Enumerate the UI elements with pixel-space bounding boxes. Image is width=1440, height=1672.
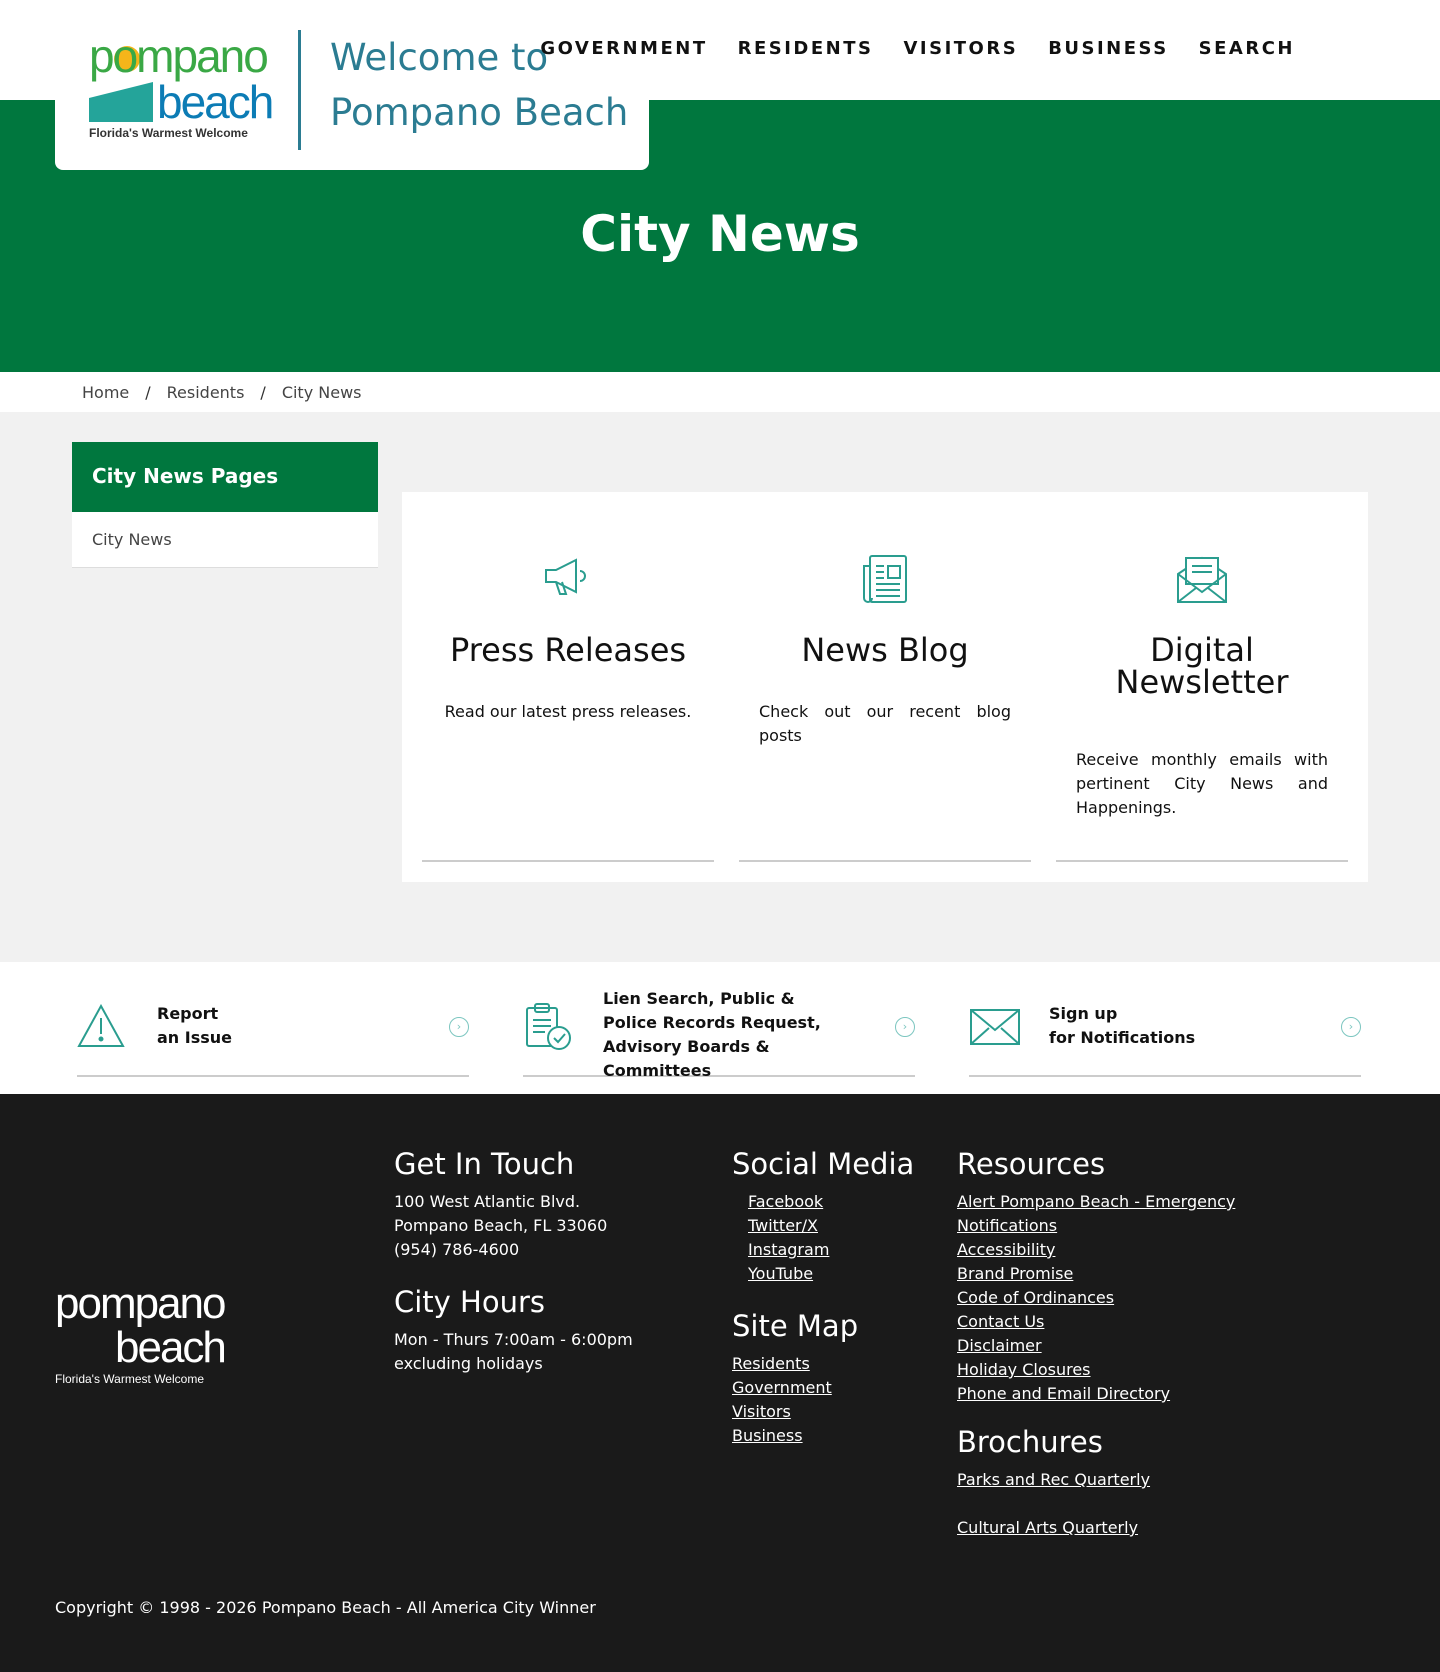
footer-address-line: 100 West Atlantic Blvd. [394,1192,581,1211]
nav-business[interactable]: BUSINESS [1048,38,1169,59]
card-news-blog[interactable] [739,492,1031,862]
quick-link-report-issue[interactable] [77,962,469,1077]
footer-link-directory[interactable]: Phone and Email Directory [957,1384,1171,1403]
clipboard-check-icon [523,1002,573,1056]
footer-logo-word-pompano: pompano [55,1279,225,1328]
breadcrumb-home[interactable]: Home [82,382,130,402]
footer [0,1094,1440,1672]
quick-links [0,962,1440,1094]
footer-hours-line: excluding holidays [394,1354,543,1373]
chevron-right-icon: › [1341,1017,1361,1037]
breadcrumb-separator: / [145,382,151,402]
footer-link-holiday-closures[interactable]: Holiday Closures [957,1360,1091,1379]
footer-link-government[interactable]: Government [732,1378,832,1397]
footer-address-line: Pompano Beach, FL 33060 [394,1216,608,1235]
footer-link-alert[interactable]: Alert Pompano Beach - Emergency Notifications [957,1192,1236,1235]
footer-heading: City Hours [394,1285,546,1319]
footer-link-facebook[interactable]: Facebook [748,1192,824,1211]
footer-link-instagram[interactable]: Instagram [748,1240,830,1259]
quick-link-label: for Notifications [1049,1028,1196,1047]
footer-hours-line: Mon - Thurs 7:00am - 6:00pm [394,1330,633,1349]
card-text: Receive monthly emails with pertinent City News and Happenings. [1076,750,1328,817]
footer-phone[interactable]: (954) 786-4600 [394,1240,520,1259]
chevron-right-icon: › [895,1017,915,1037]
footer-brochures [957,1424,1247,1540]
card-digital-newsletter[interactable] [1056,492,1348,862]
chevron-right-icon: › [449,1017,469,1037]
breadcrumb-residents[interactable]: Residents [166,382,245,402]
footer-link-brand-promise[interactable]: Brand Promise [957,1264,1074,1283]
footer-link-twitter[interactable]: Twitter/X [748,1216,818,1235]
logo-word-pompano: pompano [89,30,267,82]
card-title: News Blog [801,631,969,669]
footer-heading: Social Media [732,1147,915,1181]
card-title-text: Digital Newsletter [1115,631,1289,701]
breadcrumb-separator: / [260,382,266,402]
footer-resources [957,1146,1247,1406]
newspaper-icon [739,554,1031,604]
breadcrumb [0,372,1440,412]
footer-link-code-of-ordinances[interactable]: Code of Ordinances [957,1288,1115,1307]
sidebar-title: City News Pages [72,442,378,512]
card-title [1056,631,1348,701]
footer-heading: Brochures [957,1425,1103,1459]
quick-link-label: Report [157,1004,219,1023]
footer-hours [394,1284,694,1376]
card-title: Press Releases [449,631,687,669]
nav-residents[interactable]: RESIDENTS [737,38,874,59]
logo-divider [298,30,301,150]
card-text: Check out our recent blog posts [759,702,1011,745]
footer-logo-word-beach: beach [115,1323,225,1372]
main-nav [540,38,1295,59]
footer-contact [394,1146,694,1262]
logo-card [55,0,649,170]
nav-visitors[interactable]: VISITORS [903,38,1019,59]
quick-link-label: Lien Search, Public & Police Records Request, Advisory Boards & Committees [603,989,821,1080]
footer-heading: Get In Touch [394,1147,575,1181]
footer-link-disclaimer[interactable]: Disclaimer [957,1336,1042,1355]
footer-heading: Site Map [732,1309,859,1343]
footer-link-business[interactable]: Business [732,1426,803,1445]
sidebar-item-city-news[interactable]: City News [72,512,378,568]
page-title: City News [580,205,860,263]
footer-link-accessibility[interactable]: Accessibility [957,1240,1056,1259]
wave-icon [89,82,153,122]
footer-link-youtube[interactable]: YouTube [748,1264,814,1283]
quick-link-label: an Issue [157,1028,232,1047]
quick-link-records-request[interactable] [523,962,915,1080]
footer-link-contact-us[interactable]: Contact Us [957,1312,1045,1331]
news-cards [402,492,1368,882]
mail-envelope-icon [969,1008,1021,1050]
footer-social [732,1146,932,1286]
footer-link-cultural-arts[interactable]: Cultural Arts Quarterly [957,1518,1139,1537]
card-press-releases[interactable] [422,492,714,862]
copyright: Copyright © 1998 - 2026 Pompano Beach - All America City Winner [55,1598,596,1617]
warning-triangle-icon [77,1004,125,1052]
footer-link-visitors[interactable]: Visitors [732,1402,791,1421]
footer-logo-tagline: Florida's Warmest Welcome [55,1372,204,1386]
footer-sitemap [732,1308,932,1448]
footer-logo[interactable] [55,1280,225,1390]
nav-government[interactable]: GOVERNMENT [540,38,708,59]
logo-tagline: Florida's Warmest Welcome [89,126,248,140]
megaphone-icon [422,554,714,600]
quick-link-notifications[interactable] [969,962,1361,1077]
breadcrumb-current: City News [281,382,362,402]
logo-word-beach: beach [157,76,273,128]
welcome-text: Welcome to Pompano Beach [330,36,629,134]
card-text: Read our latest press releases. [444,702,692,721]
site-logo[interactable] [89,30,273,145]
newsletter-envelope-icon [1056,554,1348,604]
nav-search[interactable]: SEARCH [1198,38,1295,59]
footer-link-residents[interactable]: Residents [732,1354,810,1373]
footer-link-parks-rec[interactable]: Parks and Rec Quarterly [957,1470,1151,1489]
footer-heading: Resources [957,1147,1106,1181]
quick-link-label: Sign up [1049,1004,1118,1023]
